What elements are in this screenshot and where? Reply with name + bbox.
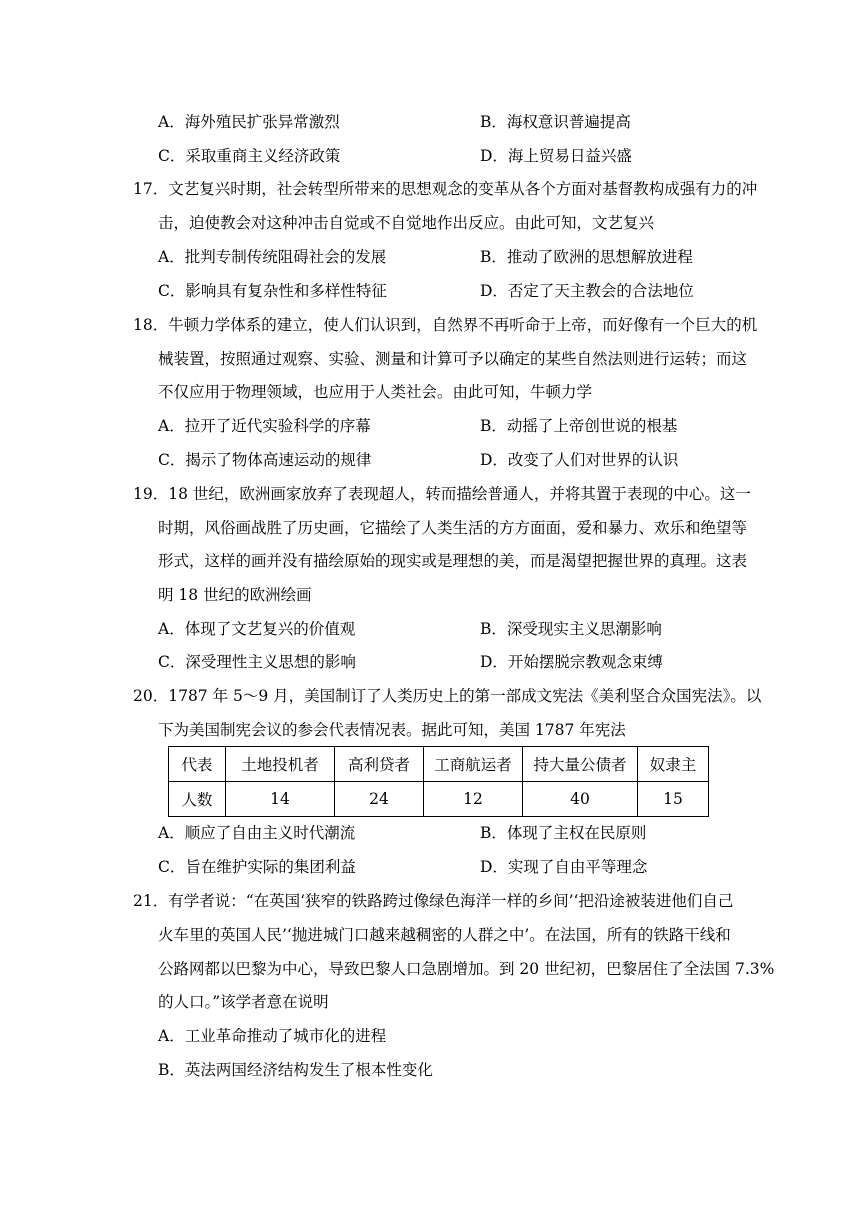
table-cell: 15 — [638, 782, 709, 817]
q21-stem-line-2: 火车里的英国人民’‘抛进城门口越来越稠密的人群之中’。在法国，所有的铁路干线和 — [158, 926, 731, 944]
q21-option-a[interactable]: A．工业革命推动了城市化的进程 — [158, 1027, 387, 1045]
q19-option-d[interactable]: D．开始摆脱宗教观念束缚 — [480, 653, 663, 671]
q16-option-d[interactable]: D．海上贸易日益兴盛 — [480, 147, 632, 165]
table-cell: 人数 — [169, 782, 226, 817]
q19-stem-line-2: 时期，风俗画战胜了历史画，它描绘了人类生活的方方面面，爱和暴力、欢乐和绝望等 — [158, 519, 748, 537]
q20-option-b[interactable]: B．体现了主权在民原则 — [480, 824, 647, 842]
q17-option-c[interactable]: C．影响具有复杂性和多样性特征 — [158, 282, 387, 300]
q16-option-c[interactable]: C．采取重商主义经济政策 — [158, 147, 341, 165]
q16-option-a[interactable]: A．海外殖民扩张异常激烈 — [158, 113, 340, 131]
table-cell: 奴隶主 — [638, 747, 709, 782]
q17-stem-line-1: 17．文艺复兴时期，社会转型所带来的思想观念的变革从各个方面对基督教构成强有力的冲 — [133, 180, 758, 198]
q18-stem-line-3: 不仅应用于物理领域，也应用于人类社会。由此可知，牛顿力学 — [158, 383, 593, 401]
q21-option-b[interactable]: B．英法两国经济结构发生了根本性变化 — [158, 1061, 433, 1079]
q18-option-b[interactable]: B．动摇了上帝创世说的根基 — [480, 417, 678, 435]
table-cell: 持大量公债者 — [523, 747, 638, 782]
q21-stem-line-1: 21．有学者说：“在英国‘狭窄的铁路跨过像绿色海洋一样的乡间’‘把沿途被装进他们自己 — [133, 892, 734, 910]
q20-option-d[interactable]: D．实现了自由平等理念 — [480, 858, 648, 876]
q19-option-c[interactable]: C．深受理性主义思想的影响 — [158, 653, 356, 671]
table-cell: 12 — [424, 782, 523, 817]
table-row — [169, 782, 709, 817]
q18-option-a[interactable]: A．拉开了近代实验科学的序幕 — [158, 417, 371, 435]
q19-option-b[interactable]: B．深受现实主义思潮影响 — [480, 620, 662, 638]
q20-stem-line-2: 下为美国制宪会议的参会代表情况表。据此可知，美国 1787 年宪法 — [158, 721, 626, 739]
q19-stem-line-1: 19．18 世纪，欧洲画家放弃了表现超人，转而描绘普通人，并将其置于表现的中心。这一 — [133, 485, 751, 503]
q21-stem-line-4: 的人口。”该学者意在说明 — [158, 993, 329, 1011]
q19-stem-line-3: 形式，这样的画并没有描绘原始的现实或是理想的美，而是渴望把握世界的真理。这表 — [158, 552, 748, 570]
q17-stem-line-2: 击，迫使教会对这种冲击自觉或不自觉地作出反应。由此可知，文艺复兴 — [158, 214, 655, 232]
q17-option-d[interactable]: D．否定了天主教会的合法地位 — [480, 282, 694, 300]
q18-option-d[interactable]: D．改变了人们对世界的认识 — [480, 451, 679, 469]
q18-stem-line-1: 18．牛顿力学体系的建立，使人们认识到，自然界不再听命于上帝，而好像有一个巨大的机 — [133, 316, 758, 334]
table-cell: 土地投机者 — [226, 747, 335, 782]
q18-option-c[interactable]: C．揭示了物体高速运动的规律 — [158, 451, 372, 469]
table-cell: 24 — [335, 782, 424, 817]
table-cell: 40 — [523, 782, 638, 817]
q17-option-a[interactable]: A．批判专制传统阻碍社会的发展 — [158, 248, 387, 266]
q20-option-c[interactable]: C．旨在维护实际的集团利益 — [158, 858, 356, 876]
table-cell: 工商航运者 — [424, 747, 523, 782]
q18-stem-line-2: 械装置，按照通过观察、实验、测量和计算可予以确定的某些自然法则进行运转；而这 — [158, 350, 748, 368]
table-cell: 代表 — [169, 747, 226, 782]
q19-stem-line-4: 明 18 世纪的欧洲绘画 — [158, 586, 312, 604]
table-cell: 高利贷者 — [335, 747, 424, 782]
q17-option-b[interactable]: B．推动了欧洲的思想解放进程 — [480, 248, 693, 266]
q16-option-b[interactable]: B．海权意识普遍提高 — [480, 113, 631, 131]
q20-stem-line-1: 20．1787 年 5～9 月，美国制订了人类历史上的第一部成文宪法《美利坚合众国宪法》。以 — [133, 687, 762, 705]
q21-stem-line-3: 公路网都以巴黎为中心，导致巴黎人口急剧增加。到 20 世纪初，巴黎居住了全法国 7.3% — [158, 960, 775, 978]
q19-option-a[interactable]: A．体现了文艺复兴的价值观 — [158, 620, 356, 638]
delegates-table — [168, 746, 709, 817]
table-header-row — [169, 747, 709, 782]
q20-option-a[interactable]: A．顺应了自由主义时代潮流 — [158, 824, 356, 842]
table-cell: 14 — [226, 782, 335, 817]
